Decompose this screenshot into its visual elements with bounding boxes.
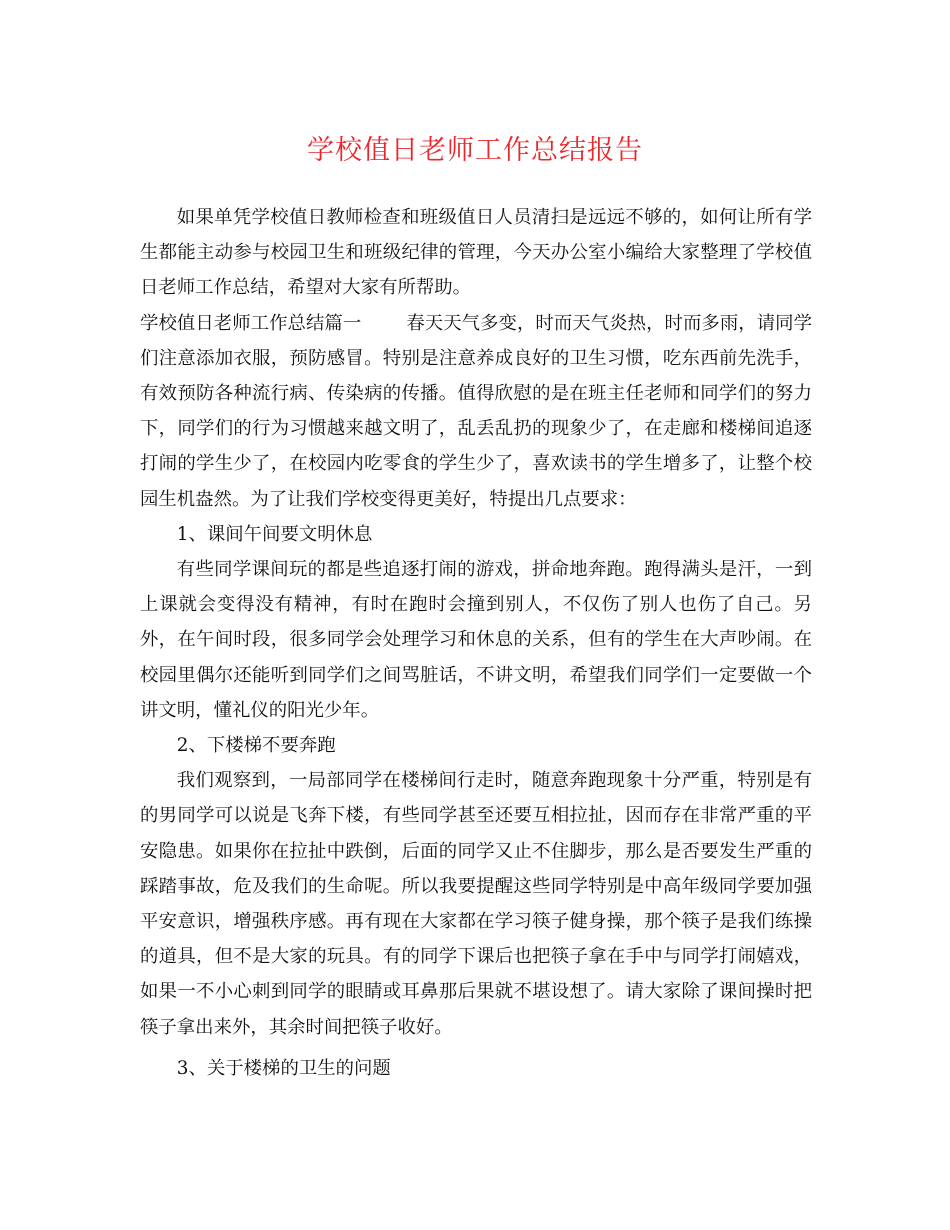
item1-title: 1、课间午间要文明休息: [176, 523, 373, 545]
item1-paragraph: 有些同学课间玩的都是些追逐打闹的游戏，拼命地奔跑。跑得满头是汗，一到上课就会变得没有精神，有时在跑时会撞到别人，不仅伤了别人也伤了自己。另外，在午间时段，很多同学会处理学习和休息的关系，但有的学生在大声吵闹。在校园里偶尔还能听到同学们之间骂脏话，不讲文明，希望我们同学们一定要做一个讲文明，懂礼仪的阳光少年。: [140, 559, 812, 721]
item2-title: 2、下楼梯不要奔跑: [176, 735, 336, 757]
section1-heading: 学校值日老师工作总结篇一: [140, 312, 362, 334]
item2-paragraph: 我们观察到，一局部同学在楼梯间行走时，随意奔跑现象十分严重，特别是有的男同学可以说是飞奔下楼，有些同学甚至还要互相拉扯，因而存在非常严重的平安隐患。如果你在拉扯中跌倒，后面的同学又止不住脚步，那么是否要发生严重的踩踏事故，危及我们的生命呢。所以我要提醒这些同学特别是中高年级同学要加强平安意识，增强秩序感。再有现在大家都在学习筷子健身操，那个筷子是我们练操的道具，但不是大家的玩具。有的同学下课后也把筷子拿在手中与同学打闹嬉戏，如果一不小心刺到同学的眼睛或耳鼻那后果就不堪设想了。请大家除了课间操时把筷子拿出来外，其余时间把筷子收好。: [140, 770, 812, 1038]
document-body: [140, 200, 812, 1086]
document-title: 学校值日老师工作总结报告: [307, 135, 643, 166]
item3-title: 3、关于楼梯的卫生的问题: [176, 1057, 391, 1079]
section1-text: 春天天气多变，时而天气炎热，时而多雨，请同学们注意添加衣服，预防感冒。特别是注意养成良好的卫生习惯，吃东西前先洗手，有效预防各种流行病、传染病的传播。值得欣慰的是在班主任老师和同学们的努力下，同学们的行为习惯越来越文明了，乱丢乱扔的现象少了，在走廊和楼梯间追逐打闹的学生少了，在校园内吃零食的学生少了，喜欢读书的学生增多了，让整个校园生机盎然。为了让我们学校变得更美好，特提出几点要求：: [140, 312, 812, 510]
section1-paragraph: [140, 306, 812, 517]
intro-paragraph: 如果单凭学校值日教师检查和班级值日人员清扫是远远不够的，如何让所有学生都能主动参与校园卫生和班级纪律的管理，今天办公室小编给大家整理了学校值日老师工作总结，希望对大家有所帮助。: [140, 207, 812, 299]
